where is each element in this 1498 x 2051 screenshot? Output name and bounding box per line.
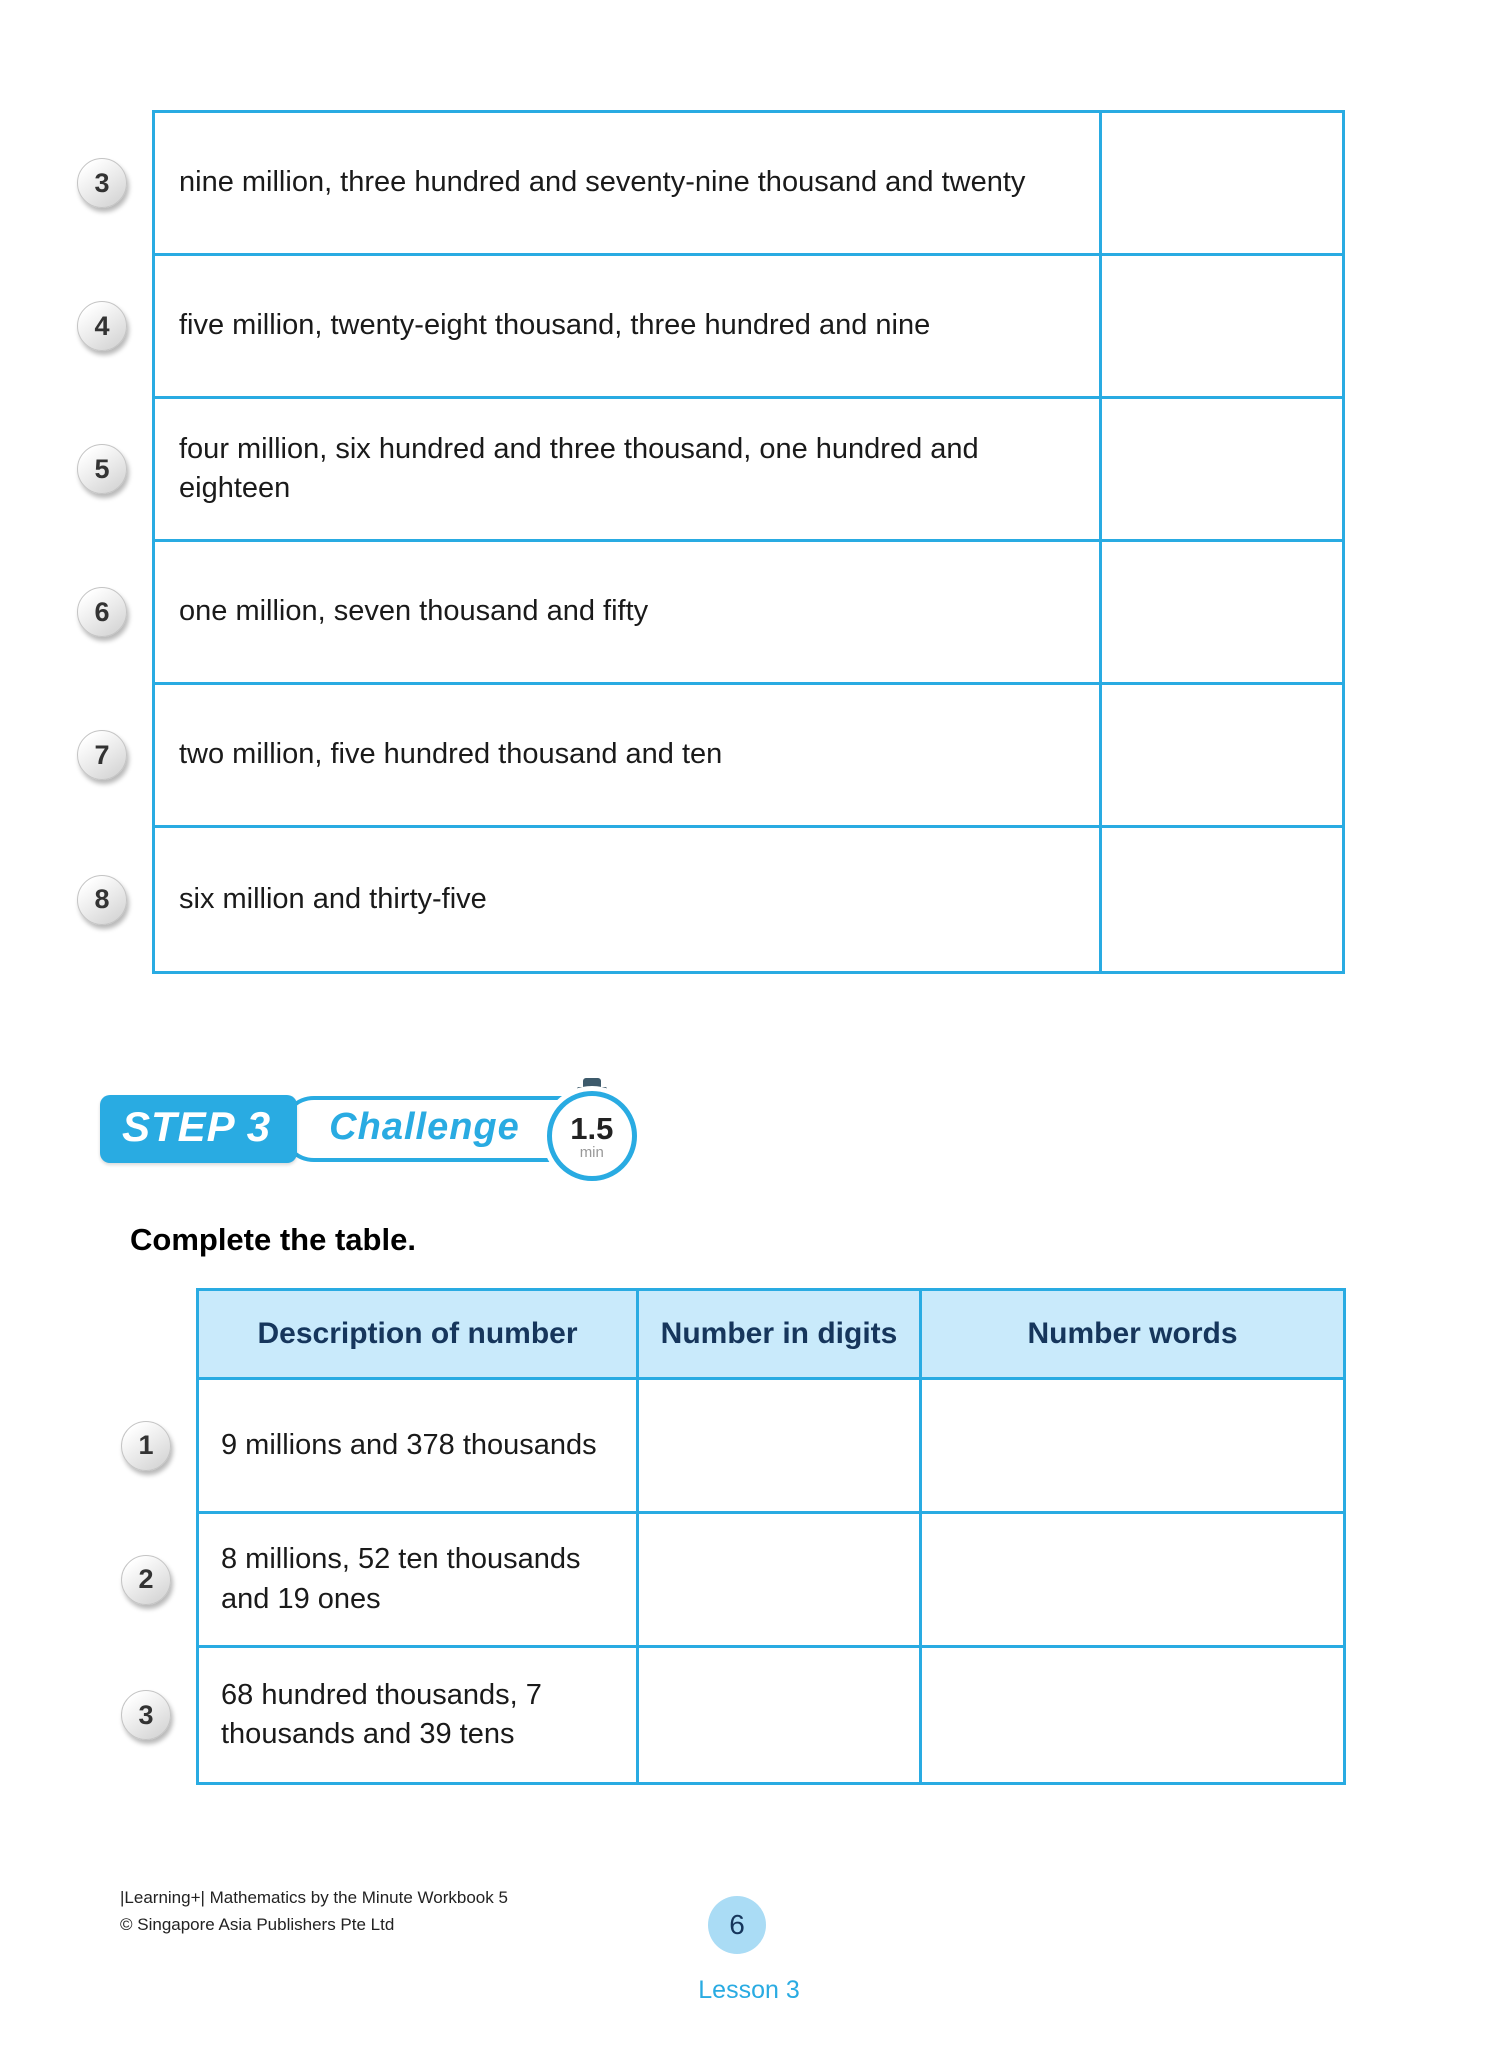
- question-row: [94, 542, 1342, 685]
- column-header-words: Number words: [1027, 1317, 1238, 1350]
- question-row: [94, 113, 1342, 256]
- timer-value: 1.5: [570, 1110, 614, 1146]
- stopwatch-crown: [583, 1078, 601, 1087]
- stopwatch-icon: [540, 1078, 644, 1181]
- question-number-badge: 4: [77, 301, 127, 351]
- question-number-badge: 3: [121, 1690, 171, 1740]
- question-row: [94, 828, 1342, 971]
- column-header-description: Description of number: [199, 1291, 639, 1377]
- question-text: one million, seven thousand and fifty: [179, 595, 649, 628]
- stopwatch-face: [547, 1091, 637, 1181]
- question-text: five million, twenty-eight thousand, three hundred and nine: [179, 309, 931, 342]
- column-header-digits: Number in digits: [639, 1291, 922, 1377]
- words-answer-cell[interactable]: [922, 1514, 1343, 1645]
- answer-cell[interactable]: [1099, 256, 1342, 396]
- question-number-badge: 3: [77, 158, 127, 208]
- digits-answer-cell[interactable]: [639, 1380, 922, 1511]
- answer-cell[interactable]: [1099, 113, 1342, 253]
- description-cell: 8 millions, 52 ten thousands and 19 ones: [199, 1514, 639, 1645]
- step-banner: [100, 1086, 644, 1172]
- step-label: STEP 3: [100, 1095, 297, 1163]
- description-cell: 9 millions and 378 thousands: [199, 1380, 639, 1511]
- words-answer-cell[interactable]: [922, 1380, 1343, 1511]
- question-text: two million, five hundred thousand and ten: [179, 738, 723, 771]
- table-row: [138, 1380, 1343, 1514]
- question-number-badge: 8: [77, 875, 127, 925]
- answer-cell[interactable]: [1099, 399, 1342, 539]
- table-row: [138, 1648, 1343, 1782]
- answer-cell[interactable]: [1099, 828, 1342, 971]
- question-number-badge: 6: [77, 587, 127, 637]
- question-row: [94, 399, 1342, 542]
- question-number-badge: 7: [77, 730, 127, 780]
- answer-cell[interactable]: [1099, 542, 1342, 682]
- words-answer-cell[interactable]: [922, 1648, 1343, 1782]
- question-number-badge: 1: [121, 1421, 171, 1471]
- footer-publisher-line1: |Learning+| Mathematics by the Minute Workbook 5: [120, 1888, 508, 1907]
- number-words-table: [94, 110, 1345, 974]
- footer-publisher-line2: © Singapore Asia Publishers Pte Ltd: [120, 1915, 395, 1934]
- digits-answer-cell[interactable]: [639, 1514, 922, 1645]
- answer-cell[interactable]: [1099, 685, 1342, 825]
- instruction-text: Complete the table.: [130, 1222, 416, 1257]
- question-text: four million, six hundred and three thousand, one hundred and eighteen: [179, 432, 979, 504]
- question-row: [94, 256, 1342, 399]
- lesson-label: Lesson 3: [698, 1976, 800, 2004]
- challenge-title: Challenge: [329, 1105, 520, 1148]
- question-text: six million and thirty-five: [179, 882, 487, 915]
- page-number-badge: 6: [708, 1896, 766, 1954]
- description-cell: 68 hundred thousands, 7 thousands and 39 tens: [199, 1648, 639, 1782]
- challenge-table: [138, 1288, 1346, 1785]
- question-row: [94, 685, 1342, 828]
- table-row: [138, 1514, 1343, 1648]
- question-number-badge: 2: [121, 1555, 171, 1605]
- question-number-badge: 5: [77, 444, 127, 494]
- question-text: nine million, three hundred and seventy-nine thousand and twenty: [179, 166, 1026, 199]
- timer-unit: min: [579, 1143, 604, 1161]
- digits-answer-cell[interactable]: [639, 1648, 922, 1782]
- challenge-table-header: [199, 1291, 1343, 1380]
